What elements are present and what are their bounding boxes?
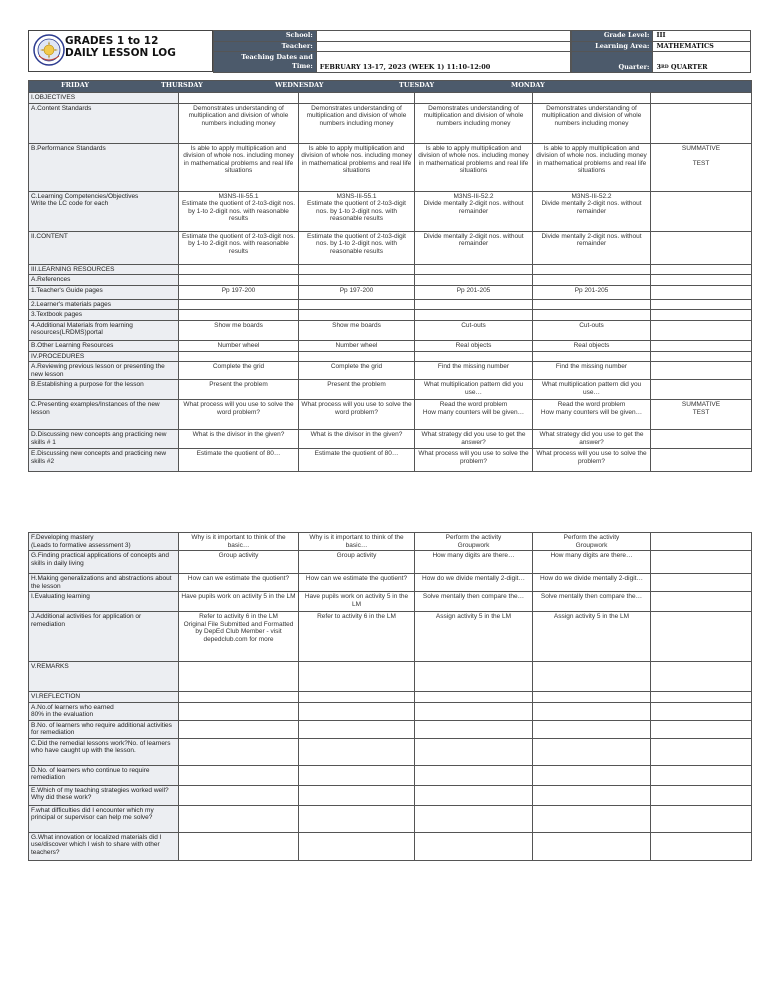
cell-monday[interactable] <box>651 351 752 362</box>
row-label: 3.Textbook pages <box>29 310 179 321</box>
log-row <box>29 275 752 286</box>
cell-monday[interactable] <box>651 340 752 351</box>
log-row <box>29 362 752 380</box>
log-row <box>29 738 752 765</box>
cell-friday[interactable] <box>179 785 299 805</box>
cell-friday[interactable]: Group activity <box>179 551 299 574</box>
cell-thursday[interactable]: Is able to apply multiplication and division of whole nos. including money in mathematical problems and real life situations <box>299 143 415 191</box>
log-row <box>29 231 752 264</box>
cell-friday[interactable]: Show me boards <box>179 320 299 340</box>
school-value[interactable] <box>316 31 570 42</box>
cell-thursday[interactable] <box>299 702 415 720</box>
dates-label-line-2: Time: <box>292 62 313 70</box>
cell-friday[interactable] <box>179 702 299 720</box>
cell-monday[interactable] <box>651 310 752 321</box>
log-row <box>29 340 752 351</box>
cell-tuesday[interactable] <box>533 351 651 362</box>
row-label: F.what difficulties did I encounter which my principal or supervisor can help me solve? <box>29 805 179 832</box>
dates-value[interactable]: FEBRUARY 13-17, 2023 (WEEK 1) 11:10-12:00 <box>316 52 570 73</box>
cell-monday[interactable] <box>651 765 752 785</box>
cell-thursday[interactable] <box>299 275 415 286</box>
cell-monday[interactable] <box>651 285 752 299</box>
cell-tuesday[interactable]: What multiplication pattern did you use… <box>533 380 651 400</box>
cell-wednesday[interactable]: Read the word problem How many counters will be given… <box>415 400 533 430</box>
log-row <box>29 592 752 612</box>
cell-tuesday[interactable] <box>533 662 651 692</box>
cell-wednesday[interactable]: How many digits are there… <box>415 551 533 574</box>
cell-tuesday[interactable]: Read the word problem How many counters will be given… <box>533 400 651 430</box>
cell-friday[interactable] <box>179 351 299 362</box>
cell-tuesday[interactable]: What process will you use to solve the problem? <box>533 449 651 472</box>
cell-tuesday[interactable] <box>533 93 651 104</box>
day-header-row <box>29 81 752 93</box>
cell-wednesday[interactable]: Cut-outs <box>415 320 533 340</box>
teacher-value[interactable] <box>316 41 570 52</box>
day-tuesday: TUESDAY <box>399 81 435 89</box>
row-label: IV.PROCEDURES <box>29 351 179 362</box>
cell-tuesday[interactable] <box>533 785 651 805</box>
dates-label <box>214 52 317 73</box>
cell-thursday[interactable] <box>299 662 415 692</box>
log-row <box>29 785 752 805</box>
log-row <box>29 103 752 143</box>
cell-tuesday[interactable] <box>533 310 651 321</box>
cell-monday[interactable] <box>651 738 752 765</box>
area-value[interactable]: MATHEMATICS <box>653 41 751 52</box>
cell-thursday[interactable] <box>299 720 415 738</box>
lesson-log-table-top <box>28 80 752 472</box>
log-row <box>29 692 752 703</box>
cell-monday[interactable]: SUMMATIVE TEST <box>651 400 752 430</box>
cell-wednesday[interactable] <box>415 351 533 362</box>
row-label: II.CONTENT <box>29 231 179 264</box>
cell-friday[interactable]: Refer to activity 6 in the LM Original File Submitted and Formatted by DepEd Club Member - visit depedclub.com for more <box>179 612 299 662</box>
cell-thursday[interactable] <box>299 93 415 104</box>
cell-friday[interactable]: Estimate the quotient of 80… <box>179 449 299 472</box>
cell-wednesday[interactable]: Assign activity 5 in the LM <box>415 612 533 662</box>
cell-monday[interactable] <box>651 231 752 264</box>
lesson-log-header <box>28 30 751 72</box>
cell-thursday[interactable]: Present the problem <box>299 380 415 400</box>
cell-tuesday[interactable]: Perform the activity Groupwork <box>533 533 651 551</box>
title-line-2: DAILY LESSON LOG <box>65 47 176 59</box>
cell-friday[interactable] <box>179 805 299 832</box>
deped-seal-icon <box>33 34 65 66</box>
cell-monday[interactable] <box>651 702 752 720</box>
cell-thursday[interactable] <box>299 692 415 703</box>
cell-thursday[interactable]: Refer to activity 6 in the LM <box>299 612 415 662</box>
log-row <box>29 400 752 430</box>
quarter-label: Quarter: <box>572 52 653 73</box>
cell-tuesday[interactable] <box>533 299 651 310</box>
cell-tuesday[interactable] <box>533 765 651 785</box>
cell-monday[interactable] <box>651 380 752 400</box>
cell-thursday[interactable] <box>299 738 415 765</box>
cell-friday[interactable] <box>179 692 299 703</box>
row-label: 2.Learner's materials pages <box>29 299 179 310</box>
cell-thursday[interactable]: Pp 197-200 <box>299 285 415 299</box>
cell-tuesday[interactable]: Find the missing number <box>533 362 651 380</box>
cell-wednesday[interactable]: Divide mentally 2-digit nos. without remainder <box>415 231 533 264</box>
cell-friday[interactable]: Pp 197-200 <box>179 285 299 299</box>
cell-friday[interactable] <box>179 832 299 860</box>
lesson-log-table-bottom <box>28 532 752 861</box>
row-label: 1.Teacher's Guide pages <box>29 285 179 299</box>
log-row <box>29 285 752 299</box>
row-label: H.Making generalizations and abstractions about the lesson <box>29 574 179 592</box>
row-label: I.Evaluating learning <box>29 592 179 612</box>
cell-friday[interactable] <box>179 738 299 765</box>
log-row <box>29 351 752 362</box>
log-row <box>29 449 752 472</box>
cell-wednesday[interactable]: M3NS-IIi-52.2 Divide mentally 2-digit nos. without remainder <box>415 191 533 231</box>
cell-thursday[interactable]: Complete the grid <box>299 362 415 380</box>
row-label: A.Reviewing previous lesson or presenting the new lesson <box>29 362 179 380</box>
cell-friday[interactable] <box>179 275 299 286</box>
cell-friday[interactable] <box>179 765 299 785</box>
cell-tuesday[interactable] <box>533 805 651 832</box>
log-row <box>29 143 752 191</box>
log-row <box>29 380 752 400</box>
cell-monday[interactable] <box>651 275 752 286</box>
cell-friday[interactable]: Number wheel <box>179 340 299 351</box>
log-row <box>29 320 752 340</box>
row-label: C.Presenting examples/Instances of the new lesson <box>29 400 179 430</box>
quarter-word: QUARTER <box>670 63 708 71</box>
cell-wednesday[interactable]: How do we divide mentally 2-digit… <box>415 574 533 592</box>
cell-wednesday[interactable] <box>415 765 533 785</box>
cell-monday[interactable] <box>651 533 752 551</box>
log-row <box>29 805 752 832</box>
cell-thursday[interactable] <box>299 805 415 832</box>
cell-friday[interactable]: Demonstrates understanding of multiplication and division of whole numbers including money <box>179 103 299 143</box>
cell-wednesday[interactable]: Find the missing number <box>415 362 533 380</box>
log-row <box>29 765 752 785</box>
cell-tuesday[interactable] <box>533 738 651 765</box>
row-label: A.No.of learners who earned 80% in the evaluation <box>29 702 179 720</box>
cell-tuesday[interactable] <box>533 702 651 720</box>
cell-tuesday[interactable]: Assign activity 5 in the LM <box>533 612 651 662</box>
cell-friday[interactable]: How can we estimate the quotient? <box>179 574 299 592</box>
cell-monday[interactable] <box>651 832 752 860</box>
cell-thursday[interactable]: Show me boards <box>299 320 415 340</box>
row-label: III.LEARNING RESOURCES <box>29 264 179 275</box>
cell-monday[interactable] <box>651 264 752 275</box>
cell-thursday[interactable]: What is the divisor in the given? <box>299 430 415 449</box>
teacher-label: Teacher: <box>214 41 317 52</box>
cell-thursday[interactable]: What process will you use to solve the word problem? <box>299 400 415 430</box>
cell-monday[interactable] <box>651 574 752 592</box>
row-label: B.Performance Standards <box>29 143 179 191</box>
row-label: 4.Additional Materials from learning resources(LRDMS)portal <box>29 320 179 340</box>
cell-monday[interactable] <box>651 612 752 662</box>
grade-label: Grade Level: <box>572 31 653 42</box>
cell-monday[interactable] <box>651 449 752 472</box>
log-row <box>29 264 752 275</box>
log-row <box>29 662 752 692</box>
cell-monday[interactable] <box>651 191 752 231</box>
cell-friday[interactable] <box>179 310 299 321</box>
cell-monday[interactable] <box>651 720 752 738</box>
cell-monday[interactable] <box>651 592 752 612</box>
cell-wednesday[interactable]: What multiplication pattern did you use… <box>415 380 533 400</box>
cell-monday[interactable] <box>651 430 752 449</box>
row-label: B.Establishing a purpose for the lesson <box>29 380 179 400</box>
cell-wednesday[interactable]: Real objects <box>415 340 533 351</box>
cell-tuesday[interactable] <box>533 275 651 286</box>
cell-tuesday[interactable]: Real objects <box>533 340 651 351</box>
row-label: J.Additional activities for application or remediation <box>29 612 179 662</box>
cell-monday[interactable] <box>651 692 752 703</box>
log-row <box>29 430 752 449</box>
cell-wednesday[interactable] <box>415 662 533 692</box>
cell-tuesday[interactable]: Solve mentally then compare the… <box>533 592 651 612</box>
cell-monday[interactable] <box>651 103 752 143</box>
cell-monday[interactable] <box>651 785 752 805</box>
log-row <box>29 551 752 574</box>
cell-friday[interactable]: M3NS-IIi-55.1 Estimate the quotient of 2-to3-digit nos. by 1-to 2-digit nos. with reasonable results <box>179 191 299 231</box>
row-label: D.Discussing new concepts ang practicing new skills # 1 <box>29 430 179 449</box>
cell-wednesday[interactable] <box>415 692 533 703</box>
day-friday: FRIDAY <box>61 81 90 89</box>
log-row <box>29 612 752 662</box>
school-info-table <box>213 30 571 73</box>
cell-thursday[interactable]: Number wheel <box>299 340 415 351</box>
row-label: F.Developing mastery (Leads to formative assessment 3) <box>29 533 179 551</box>
cell-monday[interactable]: SUMMATIVE TEST <box>651 143 752 191</box>
cell-friday[interactable]: Complete the grid <box>179 362 299 380</box>
cell-tuesday[interactable] <box>533 692 651 703</box>
cell-tuesday[interactable]: How do we divide mentally 2-digit… <box>533 574 651 592</box>
cell-thursday[interactable]: How can we estimate the quotient? <box>299 574 415 592</box>
cell-thursday[interactable] <box>299 264 415 275</box>
row-label: VI.REFLECTION <box>29 692 179 703</box>
cell-wednesday[interactable]: Demonstrates understanding of multiplication and division of whole numbers including money <box>415 103 533 143</box>
log-row <box>29 191 752 231</box>
cell-friday[interactable]: Have pupils work on activity 5 in the LM <box>179 592 299 612</box>
cell-thursday[interactable]: Demonstrates understanding of multiplication and division of whole numbers including money <box>299 103 415 143</box>
cell-wednesday[interactable] <box>415 702 533 720</box>
cell-thursday[interactable]: Have pupils work on activity 5 in the LM <box>299 592 415 612</box>
cell-wednesday[interactable] <box>415 310 533 321</box>
cell-tuesday[interactable]: Demonstrates understanding of multiplication and division of whole numbers including money <box>533 103 651 143</box>
grade-info-table <box>571 30 751 73</box>
area-label: Learning Area: <box>572 41 653 52</box>
cell-tuesday[interactable] <box>533 264 651 275</box>
cell-thursday[interactable] <box>299 310 415 321</box>
quarter-suffix: RD <box>660 65 669 70</box>
cell-wednesday[interactable] <box>415 738 533 765</box>
row-label: A.References <box>29 275 179 286</box>
cell-friday[interactable] <box>179 93 299 104</box>
row-label: G.What innovation or localized materials did I use/discover which I wish to share with other teachers? <box>29 832 179 860</box>
row-label: C.Learning Competencies/Objectives Write the LC code for each <box>29 191 179 231</box>
cell-thursday[interactable] <box>299 765 415 785</box>
cell-tuesday[interactable]: M3NS-IIi-52.2 Divide mentally 2-digit nos. without remainder <box>533 191 651 231</box>
cell-friday[interactable] <box>179 720 299 738</box>
cell-friday[interactable]: What process will you use to solve the word problem? <box>179 400 299 430</box>
cell-friday[interactable]: What is the divisor in the given? <box>179 430 299 449</box>
cell-wednesday[interactable] <box>415 785 533 805</box>
log-row <box>29 702 752 720</box>
day-monday: MONDAY <box>511 81 545 89</box>
cell-monday[interactable] <box>651 662 752 692</box>
cell-thursday[interactable] <box>299 832 415 860</box>
cell-wednesday[interactable]: Solve mentally then compare the… <box>415 592 533 612</box>
cell-friday[interactable]: Present the problem <box>179 380 299 400</box>
row-label: E.Discussing new concepts and practicing new skills #2 <box>29 449 179 472</box>
cell-thursday[interactable]: M3NS-IIi-55.1 Estimate the quotient of 2-to3-digit nos. by 1-to 2-digit nos. with reasonable results <box>299 191 415 231</box>
day-wednesday: WEDNESDAY <box>275 81 324 89</box>
cell-monday[interactable] <box>651 805 752 832</box>
cell-thursday[interactable]: Why is it important to think of the basic… <box>299 533 415 551</box>
cell-wednesday[interactable]: Is able to apply multiplication and division of whole nos. including money in mathematical problems and real life situations <box>415 143 533 191</box>
cell-friday[interactable] <box>179 264 299 275</box>
row-label: A.Content Standards <box>29 103 179 143</box>
cell-monday[interactable] <box>651 93 752 104</box>
title-line-1: GRADES 1 to 12 <box>65 35 159 47</box>
log-row <box>29 720 752 738</box>
row-label: B.No. of learners who require additional activities for remediation <box>29 720 179 738</box>
cell-wednesday[interactable]: Pp 201-205 <box>415 285 533 299</box>
cell-monday[interactable] <box>651 362 752 380</box>
cell-thursday[interactable] <box>299 299 415 310</box>
cell-monday[interactable] <box>651 299 752 310</box>
log-title <box>65 35 176 59</box>
cell-tuesday[interactable]: Divide mentally 2-digit nos. without remainder <box>533 231 651 264</box>
log-row <box>29 299 752 310</box>
cell-friday[interactable] <box>179 299 299 310</box>
row-label: D.No. of learners who continue to require remediation <box>29 765 179 785</box>
cell-thursday[interactable] <box>299 351 415 362</box>
cell-tuesday[interactable] <box>533 720 651 738</box>
row-label: I.OBJECTIVES <box>29 93 179 104</box>
cell-friday[interactable]: Why is it important to think of the basic… <box>179 533 299 551</box>
row-label: G.Finding practical applications of concepts and skills in daily living <box>29 551 179 574</box>
log-row <box>29 832 752 860</box>
cell-tuesday[interactable] <box>533 832 651 860</box>
cell-wednesday[interactable] <box>415 264 533 275</box>
quarter-number: 3 <box>656 63 661 71</box>
title-box <box>28 30 213 72</box>
school-label: School: <box>214 31 317 42</box>
cell-wednesday[interactable] <box>415 720 533 738</box>
log-row <box>29 574 752 592</box>
cell-friday[interactable]: Estimate the quotient of 2-to3-digit nos. by 1-to 2-digit nos. with reasonable results <box>179 231 299 264</box>
cell-thursday[interactable]: Estimate the quotient of 80… <box>299 449 415 472</box>
log-row <box>29 93 752 104</box>
cell-wednesday[interactable]: What strategy did you use to get the answer? <box>415 430 533 449</box>
cell-thursday[interactable] <box>299 785 415 805</box>
row-label: C.Did the remedial lessons work?No. of learners who have caught up with the lesson. <box>29 738 179 765</box>
cell-friday[interactable] <box>179 662 299 692</box>
grade-value[interactable]: III <box>653 31 751 42</box>
day-thursday: THURSDAY <box>161 81 203 89</box>
cell-tuesday[interactable]: Is able to apply multiplication and division of whole nos. including money in mathematical problems and real life situations <box>533 143 651 191</box>
cell-wednesday[interactable] <box>415 299 533 310</box>
cell-thursday[interactable]: Group activity <box>299 551 415 574</box>
cell-monday[interactable] <box>651 551 752 574</box>
cell-wednesday[interactable] <box>415 805 533 832</box>
dates-label-line-1: Teaching Dates and <box>241 53 313 61</box>
log-row <box>29 310 752 321</box>
cell-tuesday[interactable]: Cut-outs <box>533 320 651 340</box>
cell-wednesday[interactable] <box>415 93 533 104</box>
cell-thursday[interactable]: Estimate the quotient of 2-to3-digit nos. by 1-to 2-digit nos. with reasonable results <box>299 231 415 264</box>
row-label: E.Which of my teaching strategies worked well?Why did these work? <box>29 785 179 805</box>
cell-wednesday[interactable] <box>415 275 533 286</box>
cell-wednesday[interactable] <box>415 832 533 860</box>
quarter-value[interactable] <box>653 52 751 73</box>
cell-tuesday[interactable]: What strategy did you use to get the answer? <box>533 430 651 449</box>
cell-friday[interactable]: Is able to apply multiplication and division of whole nos. including money in mathematical problems and real life situations <box>179 143 299 191</box>
cell-tuesday[interactable]: How many digits are there… <box>533 551 651 574</box>
cell-monday[interactable] <box>651 320 752 340</box>
row-label: B.Other Learning Resources <box>29 340 179 351</box>
cell-tuesday[interactable]: Pp 201-205 <box>533 285 651 299</box>
row-label: V.REMARKS <box>29 662 179 692</box>
cell-wednesday[interactable]: What process will you use to solve the problem? <box>415 449 533 472</box>
log-row <box>29 533 752 551</box>
cell-wednesday[interactable]: Perform the activity Groupwork <box>415 533 533 551</box>
